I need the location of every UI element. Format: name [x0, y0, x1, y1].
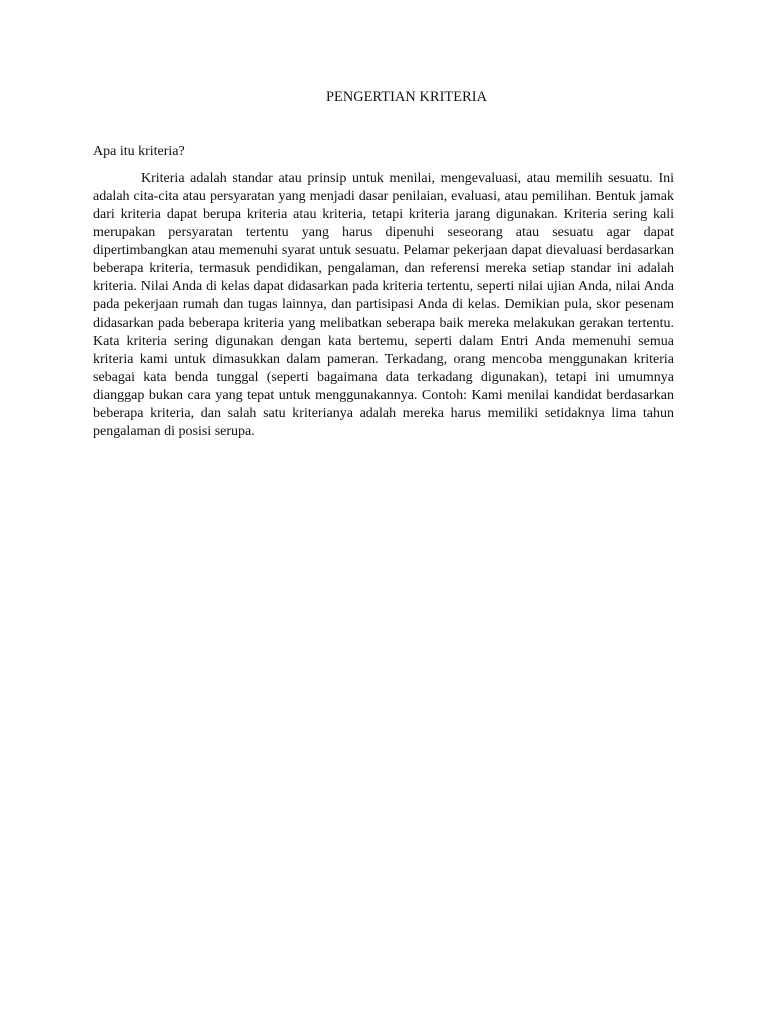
- page-title: PENGERTIAN KRITERIA: [325, 89, 488, 105]
- body-paragraph: Kriteria adalah standar atau prinsip untuk menilai, mengevaluasi, atau memilih sesuatu. Ini adalah cita-cita atau persyaratan yang menjadi dasar penilaian, evaluasi, atau pemilihan. Bentuk jamak dari kriteria dapat berupa kriteria atau kriteria, tetapi kriteria jarang digunakan. Kriteria sering kali merupakan persyaratan tertentu yang harus dipenuhi seseorang atau sesuatu agar dapat dipertimbangkan atau memenuhi syarat untuk sesuatu. Pelamar pekerjaan dapat dievaluasi berdasarkan beberapa kriteria, termasuk pendidikan, pengalaman, dan referensi mereka setiap standar ini adalah kriteria. Nilai Anda di kelas dapat didasarkan pada kriteria tertentu, seperti nilai ujian Anda, nilai Anda pada pekerjaan rumah dan tugas lainnya, dan partisipasi Anda di kelas. Demikian pula, skor pesenam didasarkan pada beberapa kriteria yang melibatkan seberapa baik mereka melakukan gerakan tertentu. Kata kriteria sering digunakan dengan kata bertemu, seperti dalam Entri Anda memenuhi semua kriteria kami untuk dimasukkan dalam pameran. Terkadang, orang mencoba menggunakan kriteria sebagai kata benda tunggal (seperti bagaimana data terkadang digunakan), tetapi ini umumnya dianggap bukan cara yang tepat untuk menggunakannya. Contoh: Kami menilai kandidat berdasarkan beberapa kriteria, dan salah satu kriterianya adalah mereka harus memiliki setidaknya lima tahun pengalaman di posisi serupa.: [93, 171, 674, 439]
- question-heading: Apa itu kriteria?: [93, 144, 185, 159]
